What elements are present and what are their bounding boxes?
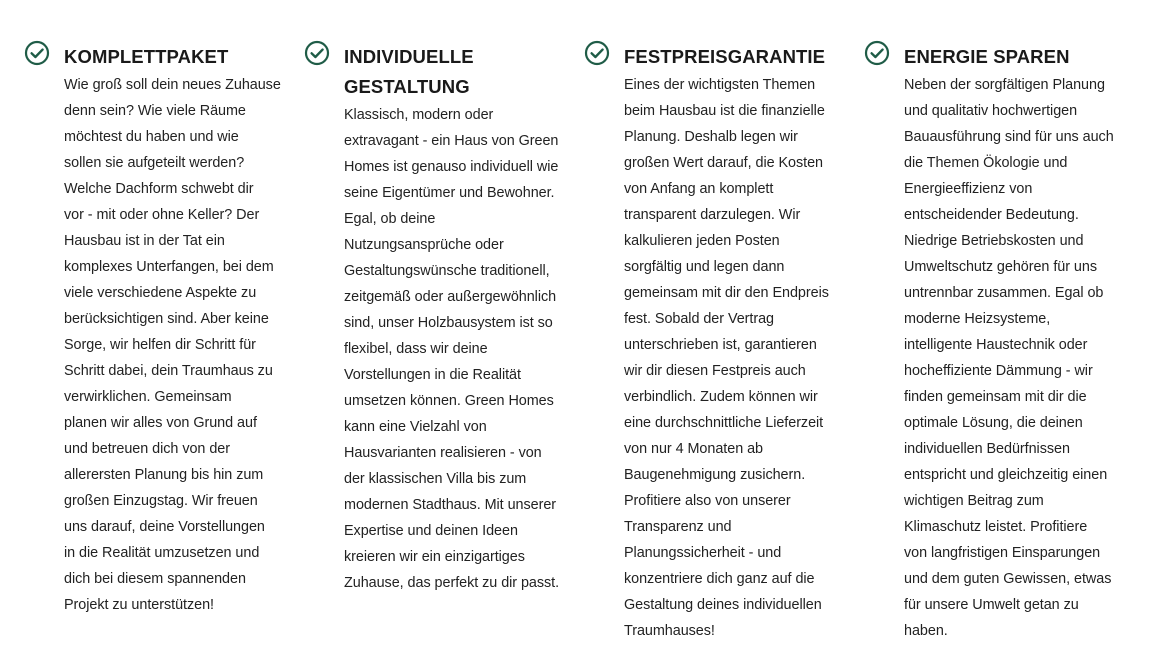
text-line: der klassischen Villa bis zum xyxy=(344,471,527,487)
text-line: unterschrieben ist, garantieren xyxy=(624,337,817,353)
text-line: Profitiere also von unserer xyxy=(624,493,791,509)
text-line: Wie groß soll dein neues Zuhause xyxy=(64,77,281,93)
feature-title xyxy=(64,40,274,72)
check-circle-icon xyxy=(24,40,50,66)
text-line: wichtigen Beitrag zum xyxy=(904,493,1044,509)
text-line: viele verschiedene Aspekte zu xyxy=(64,285,257,301)
text-line: berücksichtigen sind. Aber keine xyxy=(64,311,269,327)
text-line: sorgfältig und legen dann xyxy=(624,259,785,275)
text-line: Zuhause, das perfekt zu dir passt. xyxy=(344,575,560,591)
check-circle-icon xyxy=(584,40,610,66)
text-line: flexibel, dass wir deine xyxy=(344,341,488,357)
text-line: uns darauf, deine Vorstellungen xyxy=(64,519,265,535)
text-line: fest. Sobald der Vertrag xyxy=(624,311,774,327)
text-line: Hausvarianten realisieren - von xyxy=(344,445,542,461)
text-line: beim Hausbau ist die finanzielle xyxy=(624,103,825,119)
feature-text xyxy=(624,72,834,644)
feature-title xyxy=(344,40,554,102)
text-line: Gestaltungswünsche traditionell, xyxy=(344,263,550,279)
text-line: denn sein? Wie viele Räume xyxy=(64,103,246,119)
text-line: Bauausführung sind für uns auch xyxy=(904,129,1114,145)
text-line: entscheidender Bedeutung. xyxy=(904,207,1079,223)
text-line: Eines der wichtigsten Themen xyxy=(624,77,816,93)
text-line: moderne Heizsysteme, xyxy=(904,311,1051,327)
text-line: Schritt dabei, dein Traumhaus zu xyxy=(64,363,273,379)
text-line: verwirklichen. Gemeinsam xyxy=(64,389,232,405)
text-line: und dem guten Gewissen, etwas xyxy=(904,571,1112,587)
text-line: gemeinsam mit dir den Endpreis xyxy=(624,285,829,301)
text-line: in die Realität umzusetzen und xyxy=(64,545,260,561)
text-line: Transparenz und xyxy=(624,519,732,535)
text-line: und qualitativ hochwertigen xyxy=(904,103,1078,119)
text-line: zeitgemäß oder außergewöhnlich xyxy=(344,289,557,305)
text-line: extravagant - ein Haus von Green xyxy=(344,133,559,149)
feature-title-line: ENERGIE SPAREN xyxy=(904,46,1070,67)
text-line: transparent darzulegen. Wir xyxy=(624,207,801,223)
feature-title-line: FESTPREISGARANTIE xyxy=(624,46,826,67)
text-line: Umweltschutz gehören für uns xyxy=(904,259,1097,275)
text-line: Planungssicherheit - und xyxy=(624,545,782,561)
check-circle-icon xyxy=(304,40,330,66)
text-line: umsetzen können. Green Homes xyxy=(344,393,554,409)
feature-title-line: KOMPLETTPAKET xyxy=(64,46,229,67)
text-line: großen Einzugstag. Wir freuen xyxy=(64,493,258,509)
text-line: von Anfang an komplett xyxy=(624,181,774,197)
text-line: möchtest du haben und wie xyxy=(64,129,239,145)
text-line: Egal, ob deine xyxy=(344,211,436,227)
text-line: von langfristigen Einsparungen xyxy=(904,545,1101,561)
text-line: dich bei diesem spannenden xyxy=(64,571,246,587)
text-line: kann eine Vielzahl von xyxy=(344,419,487,435)
feature-title xyxy=(904,40,1114,72)
text-line: für unsere Umwelt getan zu xyxy=(904,597,1079,613)
text-line: vor - mit oder ohne Keller? Der xyxy=(64,207,260,223)
text-line: hocheffiziente Dämmung - wir xyxy=(904,363,1093,379)
text-line: die Themen Ökologie und xyxy=(904,155,1068,171)
text-line: haben. xyxy=(904,623,948,639)
text-line: Niedrige Betriebskosten und xyxy=(904,233,1084,249)
text-line: modernen Stadthaus. Mit unserer xyxy=(344,497,557,513)
text-line: Sorge, wir helfen dir Schritt für xyxy=(64,337,256,353)
text-line: Expertise und deinen Ideen xyxy=(344,523,518,539)
feature-text xyxy=(904,72,1114,644)
text-line: Klimaschutz leistet. Profitiere xyxy=(904,519,1088,535)
text-line: von nur 4 Monaten ab xyxy=(624,441,764,457)
text-line: Gestaltung deines individuellen xyxy=(624,597,822,613)
feature-text xyxy=(64,72,281,618)
text-line: konzentriere dich ganz auf die xyxy=(624,571,815,587)
text-line: finden gemeinsam mit dir die xyxy=(904,389,1087,405)
text-line: Hausbau ist in der Tat ein xyxy=(64,233,225,249)
text-line: entspricht und gleichzeitig einen xyxy=(904,467,1108,483)
text-line: sind, unser Holzbausystem ist so xyxy=(344,315,553,331)
check-circle-icon xyxy=(864,40,890,66)
feature-title xyxy=(624,40,834,72)
feature-title-line: GESTALTUNG xyxy=(344,76,470,97)
text-line: Planung. Deshalb legen wir xyxy=(624,129,798,145)
text-line: Homes ist genauso individuell wie xyxy=(344,159,559,175)
text-line: Klassisch, modern oder xyxy=(344,107,494,123)
feature-energie-sparen xyxy=(864,40,1114,644)
text-line: großen Wert darauf, die Kosten xyxy=(624,155,824,171)
text-line: kreieren wir ein einzigartiges xyxy=(344,549,525,565)
feature-text xyxy=(344,102,560,596)
text-line: sollen sie aufgeteilt werden? xyxy=(64,155,245,171)
text-line: eine durchschnittliche Lieferzeit xyxy=(624,415,824,431)
text-line: Vorstellungen in die Realität xyxy=(344,367,521,383)
text-line: planen wir alles von Grund auf xyxy=(64,415,257,431)
text-line: Baugenehmigung zusichern. xyxy=(624,467,806,483)
text-line: kalkulieren jeden Posten xyxy=(624,233,780,249)
feature-komplettpaket xyxy=(24,40,281,618)
text-line: Neben der sorgfältigen Planung xyxy=(904,77,1105,93)
text-line: Welche Dachform schwebt dir xyxy=(64,181,254,197)
text-line: verbindlich. Zudem können wir xyxy=(624,389,818,405)
text-line: Energieeffizienz von xyxy=(904,181,1033,197)
text-line: seine Eigentümer und Bewohner. xyxy=(344,185,555,201)
text-line: allerersten Planung bis hin zum xyxy=(64,467,264,483)
text-line: komplexes Unterfangen, bei dem xyxy=(64,259,274,275)
feature-individuelle-gestaltung xyxy=(304,40,560,596)
text-line: Nutzungsansprüche oder xyxy=(344,237,504,253)
feature-festpreisgarantie xyxy=(584,40,834,644)
text-line: individuellen Bedürfnissen xyxy=(904,441,1070,457)
text-line: optimale Lösung, die deinen xyxy=(904,415,1083,431)
text-line: untrennbar zusammen. Egal ob xyxy=(904,285,1104,301)
feature-title-line: INDIVIDUELLE xyxy=(344,46,474,67)
text-line: Traumhauses! xyxy=(624,623,715,639)
text-line: intelligente Haustechnik oder xyxy=(904,337,1088,353)
text-line: wir dir diesen Festpreis auch xyxy=(624,363,806,379)
text-line: und betreuen dich von der xyxy=(64,441,230,457)
text-line: Projekt zu unterstützen! xyxy=(64,597,214,613)
